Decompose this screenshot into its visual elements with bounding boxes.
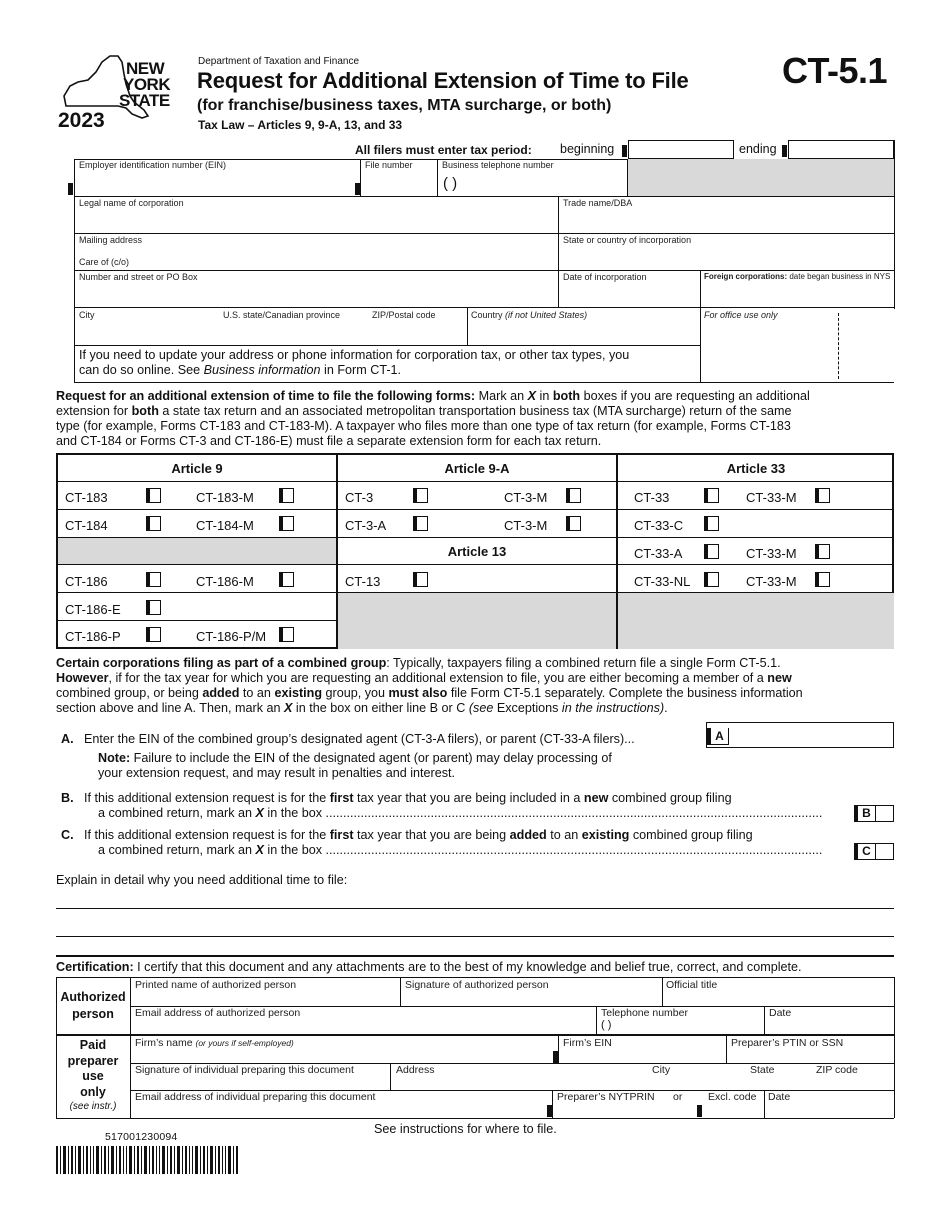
must-also-text: must also xyxy=(388,686,448,700)
line-c-text-part: in the box xyxy=(263,843,323,857)
email-authorized-field[interactable] xyxy=(132,1019,594,1033)
official-title-label: Official title xyxy=(666,979,718,991)
certification-statement xyxy=(56,960,802,974)
line-b-box-label: B xyxy=(858,806,876,821)
update-info-line2 xyxy=(79,363,629,378)
shaded-area xyxy=(338,592,616,649)
form-ct-184-m-label: CT-184-M xyxy=(196,518,254,533)
tax-period-label: All filers must enter tax period: xyxy=(355,143,532,157)
line-b-row2: a combined return, mark an X in the box .............................................................................................................................................. xyxy=(98,806,823,820)
combined-text: . xyxy=(664,701,668,715)
request-text: a state tax return and an associated metropolitan transportation business tax (MTA surcharge) return of the same xyxy=(158,404,792,418)
line-a-letter: A. xyxy=(61,732,74,746)
request-intro-line1 xyxy=(56,389,810,404)
id-section xyxy=(0,0,950,390)
certification-text: I certify that this document and any attachments are to the best of my knowledge and belief true, correct, and complete. xyxy=(133,960,802,974)
line-b-text-part: in the box xyxy=(263,806,323,820)
combined-line1 xyxy=(56,656,803,671)
printed-name-label: Printed name of authorized person xyxy=(135,979,297,991)
email-preparer-field[interactable] xyxy=(132,1103,544,1116)
tax-year: 2023 xyxy=(58,109,105,132)
explain-label: Explain in detail why you need additional time to file: xyxy=(56,873,348,887)
line-b-text-part: tax year that you are being included in a xyxy=(353,791,584,805)
line-c-box-label: C xyxy=(858,844,876,859)
line-c-row1 xyxy=(84,828,854,843)
logo-state: STATE xyxy=(119,91,170,110)
form-ct-33-m-checkbox-2[interactable] xyxy=(815,544,830,559)
date-incorporation-field[interactable] xyxy=(560,282,698,306)
form-ct-3-a-label: CT-3-A xyxy=(345,518,387,533)
date-incorporation-label: Date of incorporation xyxy=(563,272,647,282)
form-ct-186-pm-label: CT-186-P/M xyxy=(196,629,267,644)
date-preparer-field[interactable] xyxy=(766,1103,892,1116)
form-ct-186-p-checkbox[interactable] xyxy=(146,627,161,642)
firm-name-label xyxy=(135,1037,294,1049)
telephone-field[interactable]: ( ) xyxy=(601,1019,612,1031)
office-use-label: For office use only xyxy=(704,310,778,320)
preparer-text: preparer xyxy=(67,1053,119,1068)
state-incorporation-field[interactable] xyxy=(560,245,892,269)
article-9a-heading: Article 9-A xyxy=(444,461,510,476)
email-authorized-label: Email address of authorized person xyxy=(135,1007,301,1019)
line-c-text xyxy=(84,828,854,858)
file-number-field[interactable] xyxy=(362,170,435,194)
business-information-ref: Business information xyxy=(203,363,321,377)
line-a-ein-input[interactable] xyxy=(731,723,893,747)
zip-label: ZIP/Postal code xyxy=(372,310,436,320)
beginning-label: beginning xyxy=(560,142,615,156)
form-subtitle: (for franchise/business taxes, MTA surcharge, or both) xyxy=(197,97,612,114)
authorized-person-label xyxy=(56,989,130,1023)
x-mark-text: X xyxy=(284,701,293,715)
country-label-text: Country xyxy=(471,310,503,320)
department-name: Department of Taxation and Finance xyxy=(198,56,360,67)
combined-text: in the instructions) xyxy=(558,701,665,715)
authorized-text: Authorized xyxy=(60,990,126,1004)
form-ct-33-label: CT-33 xyxy=(634,490,670,505)
new-text: new xyxy=(583,791,609,805)
combined-text: to an xyxy=(239,686,275,700)
certification-bold: Certification: xyxy=(56,960,134,974)
signature-label: Signature of authorized person xyxy=(405,979,549,991)
logo-york: YORK xyxy=(123,75,171,94)
form-ct-3-a-checkbox[interactable] xyxy=(413,516,428,531)
form-ct-33-m-label: CT-33-M xyxy=(746,490,797,505)
barcode-number: 517001230094 xyxy=(105,1131,178,1143)
form-ct-184-checkbox[interactable] xyxy=(146,516,161,531)
email-preparer-label: Email address of individual preparing this document xyxy=(135,1091,376,1103)
form-ct-3-m-checkbox-2[interactable] xyxy=(566,516,581,531)
both-text: both xyxy=(131,404,159,418)
ptin-field[interactable] xyxy=(728,1049,892,1062)
form-ct-3-m-checkbox[interactable] xyxy=(566,488,581,503)
request-text: boxes if you are requesting an additional xyxy=(580,389,810,403)
use-text: use xyxy=(82,1069,104,1083)
file-number-label: File number xyxy=(365,160,413,170)
article-9-heading: Article 9 xyxy=(171,461,223,476)
combined-text: : Typically, taxpayers filing a combined return file a single Form CT-5.1. xyxy=(386,656,781,670)
ein-label: Employer identification number (EIN) xyxy=(79,160,227,170)
official-title-field[interactable] xyxy=(664,991,892,1005)
form-title: Request for Additional Extension of Time to File xyxy=(197,68,689,93)
date-field[interactable] xyxy=(766,1019,892,1033)
country-field[interactable] xyxy=(469,320,698,344)
form-ct-3-m-label-2: CT-3-M xyxy=(504,518,548,533)
excl-code-marker xyxy=(697,1105,702,1117)
request-intro-bold: Request for an additional extension of time to file the following forms: xyxy=(56,389,476,403)
foreign-corp-rest: date began business in NYS xyxy=(787,272,891,281)
paid-preparer-label xyxy=(56,1038,130,1113)
line-b-text-part: If this additional extension request is for the xyxy=(84,791,330,805)
line-b-text-part: combined group filing xyxy=(608,791,732,805)
firm-ein-field[interactable] xyxy=(560,1049,724,1062)
form-number: CT-5.1 xyxy=(782,50,888,91)
care-of-field[interactable] xyxy=(150,252,554,268)
signature-preparer-label: Signature of individual preparing this document xyxy=(135,1064,354,1076)
note-line1 xyxy=(98,751,612,766)
firm-name-field[interactable] xyxy=(132,1049,550,1062)
line-b-text-part: a combined return, mark an xyxy=(98,806,256,820)
both-text: both xyxy=(552,389,581,403)
address-label: Address xyxy=(396,1064,435,1076)
tax-law-line: Tax Law – Articles 9, 9-A, 13, and 33 xyxy=(198,118,403,132)
first-text: first xyxy=(329,828,354,842)
form-ct-186-e-checkbox[interactable] xyxy=(146,600,161,615)
form-ct-13-label: CT-13 xyxy=(345,574,381,589)
note-bold: Note: xyxy=(98,751,131,765)
form-ct-3-m-label: CT-3-M xyxy=(504,490,548,505)
existing-text: existing xyxy=(274,686,323,700)
zip-field[interactable] xyxy=(368,320,464,344)
form-ct-183-m-checkbox[interactable] xyxy=(279,488,294,503)
request-text: Mark an xyxy=(475,389,528,403)
combined-text: combined group, or being xyxy=(56,686,203,700)
article-33-heading: Article 33 xyxy=(726,461,786,476)
street-label: Number and street or PO Box xyxy=(79,272,198,282)
street-field[interactable] xyxy=(76,282,556,306)
update-line2a: can do so online. See xyxy=(79,363,204,377)
form-ct-183-m-label: CT-183-M xyxy=(196,490,254,505)
line-c-text-part: to an xyxy=(546,828,582,842)
request-intro-line3: type (for example, Forms CT-183 and CT-183-M). A taxpayer who files more than one type of tax return (for example, Forms CT-183 xyxy=(56,419,791,433)
line-b-letter: B. xyxy=(61,791,74,805)
x-mark-text: X xyxy=(255,843,264,857)
exceptions-text: Exceptions xyxy=(496,701,559,715)
see-instr-text: (see instr.) xyxy=(69,1101,117,1112)
country-label xyxy=(471,310,587,320)
request-intro xyxy=(56,389,810,449)
city-preparer-label: City xyxy=(652,1064,671,1076)
line-c-letter: C. xyxy=(61,828,74,842)
combined-text: group, you xyxy=(322,686,389,700)
shaded-area xyxy=(628,159,894,196)
update-line2c: in Form CT-1. xyxy=(320,363,402,377)
form-ct-186-m-label: CT-186-M xyxy=(196,574,254,589)
form-ct-33-nl-label: CT-33-NL xyxy=(634,574,691,589)
line-a-description: Enter the EIN of the combined group’s designated agent (CT-3-A filers), or parent (CT-33-A filers) xyxy=(84,732,625,746)
firm-ein-marker xyxy=(553,1051,558,1063)
city-label: City xyxy=(79,310,95,320)
person-text: person xyxy=(72,1007,114,1021)
state-province-label: U.S. state/Canadian province xyxy=(223,310,341,320)
line-c-text-part: If this additional extension request is for the xyxy=(84,828,330,842)
form-ct-33-a-checkbox[interactable] xyxy=(704,544,719,559)
combined-text: , if for the tax year for which you are requesting an additional extension to file, you are either becoming a member of a xyxy=(108,671,768,685)
form-ct-13-checkbox[interactable] xyxy=(413,572,428,587)
firm-name-note: (or yours if self-employed) xyxy=(195,1038,294,1048)
articles-table xyxy=(56,453,894,649)
shaded-area xyxy=(618,592,894,649)
combined-text: in the box on either line B or C xyxy=(292,701,469,715)
business-phone-field[interactable]: ( ) xyxy=(443,175,458,192)
combined-line4 xyxy=(56,701,803,716)
form-ct-33-m-checkbox[interactable] xyxy=(815,488,830,503)
barcode-graphic xyxy=(56,1146,240,1174)
state-preparer-label: State xyxy=(750,1064,775,1076)
update-info-note xyxy=(79,348,629,378)
form-ct-33-c-checkbox[interactable] xyxy=(704,516,719,531)
request-text: in xyxy=(536,389,553,403)
firm-name-text: Firm’s name xyxy=(135,1037,193,1049)
form-ct-33-m-label-2: CT-33-M xyxy=(746,546,797,561)
nytprin-field[interactable] xyxy=(554,1103,692,1116)
date-preparer-label: Date xyxy=(768,1091,791,1103)
combined-text: file Form CT-5.1 separately. Complete the business information xyxy=(447,686,803,700)
foreign-corp-label xyxy=(704,272,890,281)
combined-line3 xyxy=(56,686,803,701)
added-text: added xyxy=(202,686,240,700)
line-a-note xyxy=(98,751,612,781)
legal-name-field[interactable] xyxy=(76,208,556,232)
existing-text: existing xyxy=(581,828,630,842)
state-province-field[interactable] xyxy=(220,320,364,344)
paid-text: Paid xyxy=(79,1038,107,1052)
line-a-box xyxy=(706,722,894,748)
barcode xyxy=(56,1146,240,1174)
request-intro-line4: and CT-184 or Forms CT-3 and CT-186-E) must file a separate extension form for each tax return. xyxy=(56,434,602,448)
form-ct-184-m-checkbox[interactable] xyxy=(279,516,294,531)
form-ct-183-checkbox[interactable] xyxy=(146,488,161,503)
line-b-row1 xyxy=(84,791,854,806)
combined-line2 xyxy=(56,671,803,686)
signature-field[interactable] xyxy=(402,991,660,1005)
form-ct-186-m-checkbox[interactable] xyxy=(279,572,294,587)
line-c-row2: a combined return, mark an X in the box .............................................................................................................................................. xyxy=(98,843,823,857)
form-ct-33-m-label-3: CT-33-M xyxy=(746,574,797,589)
form-ct-33-checkbox[interactable] xyxy=(704,488,719,503)
combined-bold: Certain corporations filing as part of a combined group xyxy=(56,656,387,670)
form-ct-33-a-label: CT-33-A xyxy=(634,546,683,561)
request-text: extension for xyxy=(56,404,132,418)
firm-ein-label: Firm’s EIN xyxy=(563,1037,612,1049)
x-mark-text: X xyxy=(527,389,537,403)
form-ct-186-label: CT-186 xyxy=(65,574,108,589)
trade-name-label: Trade name/DBA xyxy=(563,198,633,208)
foreign-corp-bold: Foreign corporations: xyxy=(704,272,788,281)
state-incorporation-label: State or country of incorporation xyxy=(563,235,692,245)
line-c-text-part: tax year that you are being xyxy=(353,828,510,842)
country-label-note: (if not United States) xyxy=(505,310,588,320)
line-b-checkbox[interactable] xyxy=(854,805,894,822)
form-ct-3-checkbox[interactable] xyxy=(413,488,428,503)
ending-label: ending xyxy=(739,142,777,156)
excl-code-label: Excl. code xyxy=(708,1091,757,1103)
form-ct-186-e-label: CT-186-E xyxy=(65,602,121,617)
request-intro-line2 xyxy=(56,404,810,419)
combined-text: (see xyxy=(468,701,497,715)
telephone-label: Telephone number xyxy=(601,1007,688,1019)
mailing-address-label: Mailing address xyxy=(79,235,143,245)
form-ct-184-label: CT-184 xyxy=(65,518,108,533)
update-info-line1: If you need to update your address or phone information for corporation tax, or other tax types, you xyxy=(79,348,630,362)
form-ct-33-nl-checkbox[interactable] xyxy=(704,572,719,587)
form-ct-186-checkbox[interactable] xyxy=(146,572,161,587)
line-c-text-part: a combined return, mark an xyxy=(98,843,256,857)
line-a-text: Enter the EIN of the combined group’s designated agent (CT-3-A filers), or parent (CT-33-A filers)... xyxy=(84,732,635,746)
date-label: Date xyxy=(769,1007,792,1019)
line-c-text-part: combined group filing xyxy=(629,828,753,842)
signature-preparer-field[interactable] xyxy=(132,1076,388,1089)
where-to-file-note: See instructions for where to file. xyxy=(374,1122,557,1136)
form-ct-33-c-label: CT-33-C xyxy=(634,518,684,533)
trade-name-field[interactable] xyxy=(560,208,892,232)
nytprin-marker xyxy=(547,1105,552,1117)
excl-code-field[interactable] xyxy=(704,1103,762,1116)
form-ct-33-m-checkbox-3[interactable] xyxy=(815,572,830,587)
care-of-label: Care of (c/o) xyxy=(79,257,130,267)
line-b-text xyxy=(84,791,854,821)
combined-text: section above and line A. Then, mark an xyxy=(56,701,284,715)
signature-table xyxy=(56,977,894,1119)
shaded-area xyxy=(58,537,336,564)
ein-field[interactable] xyxy=(76,170,356,194)
first-text: first xyxy=(329,791,354,805)
logo-new: NEW xyxy=(126,59,165,78)
line-a-box-label: A xyxy=(707,728,729,745)
legal-name-label: Legal name of corporation xyxy=(79,198,184,208)
printed-name-field[interactable] xyxy=(132,991,398,1005)
ptin-label: Preparer’s PTIN or SSN xyxy=(731,1037,844,1049)
city-field[interactable] xyxy=(76,320,216,344)
article-13-heading: Article 13 xyxy=(447,544,507,559)
form-ct-186-p-label: CT-186-P xyxy=(65,629,121,644)
however-text: However xyxy=(56,671,109,685)
new-text: new xyxy=(767,671,792,685)
line-c-checkbox[interactable] xyxy=(854,843,894,860)
only-text: only xyxy=(80,1084,106,1099)
combined-group-note xyxy=(56,656,803,716)
business-phone-label: Business telephone number xyxy=(442,160,554,170)
ein-marker xyxy=(68,183,73,195)
added-text: added xyxy=(509,828,547,842)
nytprin-label: Preparer’s NYTPRIN xyxy=(557,1091,655,1103)
form-ct-186-pm-checkbox[interactable] xyxy=(279,627,294,642)
note-line2: your extension request, and may result in penalties and interest. xyxy=(98,766,456,780)
note-text: Failure to include the EIN of the designated agent (or parent) may delay processing of xyxy=(130,751,612,765)
address-preparer-field[interactable] xyxy=(392,1076,892,1089)
form-ct-3-label: CT-3 xyxy=(345,490,374,505)
explain-field[interactable] xyxy=(56,890,894,938)
x-mark-text: X xyxy=(255,806,264,820)
or-label: or xyxy=(673,1091,683,1103)
form-ct-183-label: CT-183 xyxy=(65,490,108,505)
zip-preparer-label: ZIP code xyxy=(816,1064,858,1076)
foreign-corp-date-field[interactable] xyxy=(702,282,892,306)
